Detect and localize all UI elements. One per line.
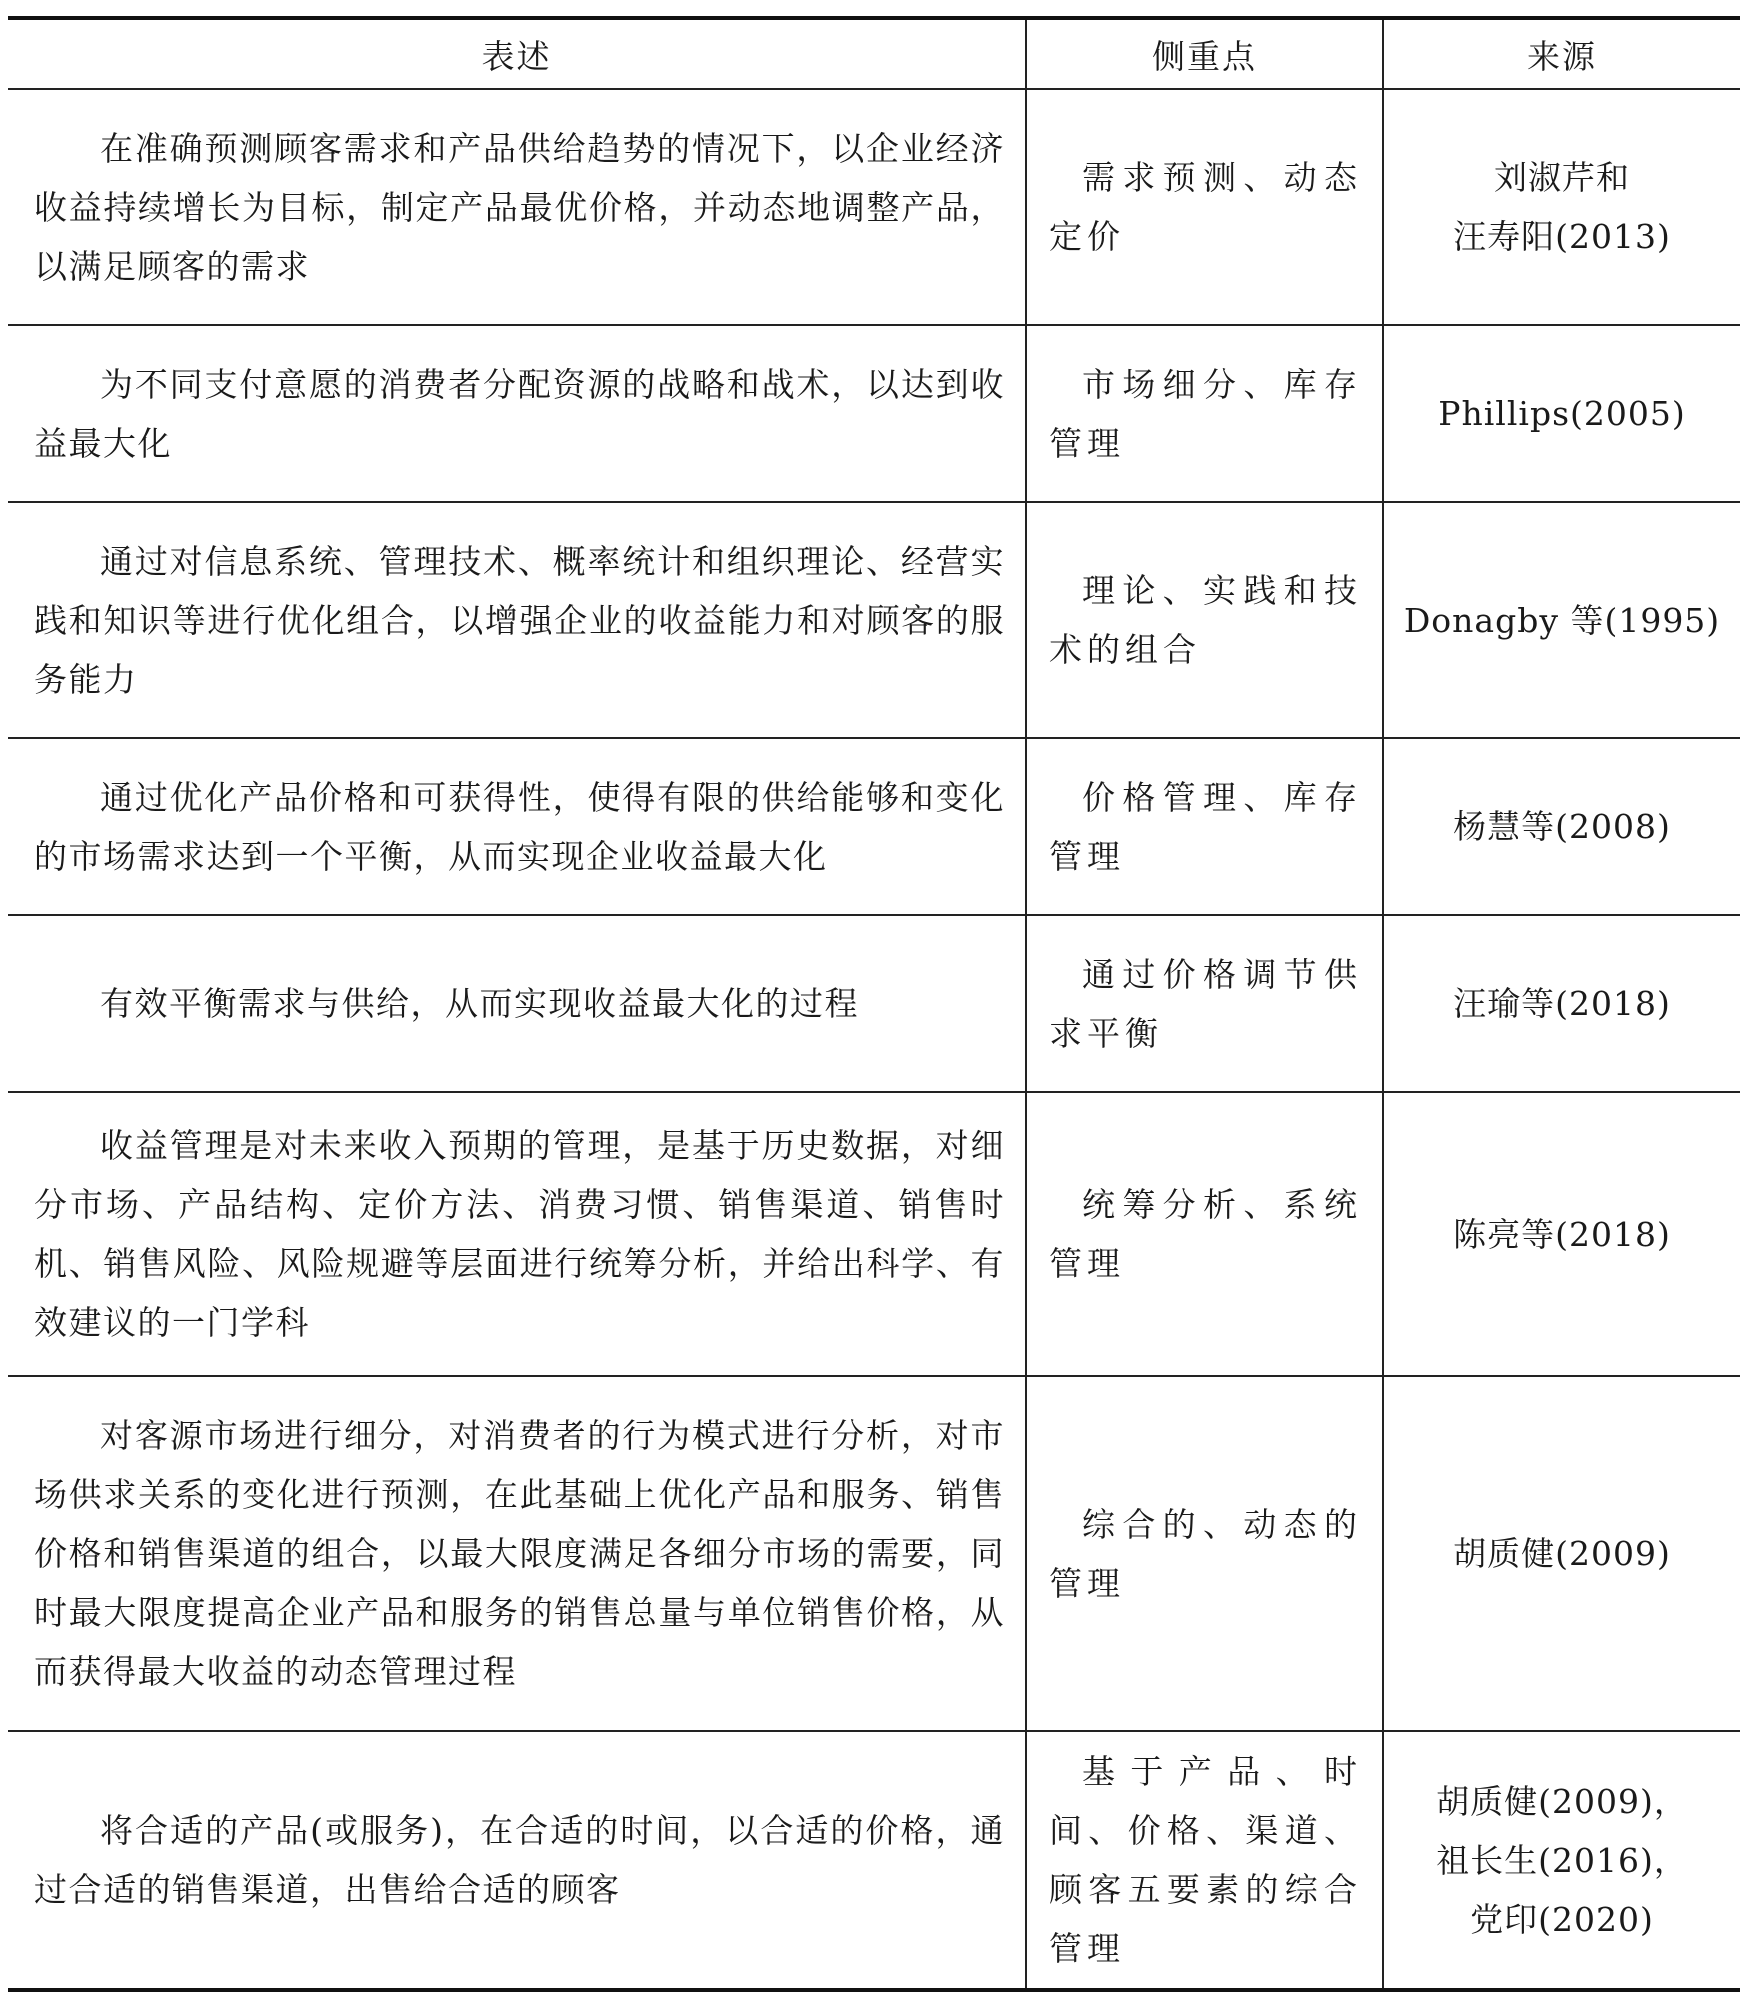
row-description: 有效平衡需求与供给，从而实现收益最大化的过程 <box>8 915 1026 1092</box>
table-row <box>8 915 1740 1092</box>
table-row <box>8 738 1740 915</box>
source-line: Phillips(2005) <box>1438 394 1686 433</box>
row-description: 通过对信息系统、管理技术、概率统计和组织理论、经营实践和知识等进行优化组合，以增强企业的收益能力和对顾客的服务能力 <box>8 502 1026 738</box>
table-row <box>8 502 1740 738</box>
table-row <box>8 1092 1740 1376</box>
header-source: 来源 <box>1383 18 1740 89</box>
header-description: 表述 <box>8 18 1026 89</box>
table-row <box>8 89 1740 325</box>
row-focus: 理论、实践和技术的组合 <box>1026 502 1383 738</box>
row-source <box>1383 1376 1740 1731</box>
source-line: 杨慧等(2008) <box>1453 807 1671 846</box>
row-focus: 需求预测、动态定价 <box>1026 89 1383 325</box>
header-focus: 侧重点 <box>1026 18 1383 89</box>
source-line: 陈亮等(2018) <box>1453 1214 1671 1254</box>
row-description: 将合适的产品(或服务)，在合适的时间，以合适的价格，通过合适的销售渠道，出售给合适的顾客 <box>8 1731 1026 1990</box>
row-focus: 通过价格调节供求平衡 <box>1026 915 1383 1092</box>
row-description: 在准确预测顾客需求和产品供给趋势的情况下，以企业经济收益持续增长为目标，制定产品最优价格，并动态地调整产品，以满足顾客的需求 <box>8 89 1026 325</box>
source-line: Donagby 等(1995) <box>1403 600 1721 640</box>
table-row <box>8 325 1740 502</box>
row-focus: 基于产品、时间、价格、渠道、顾客五要素的综合管理 <box>1026 1731 1383 1990</box>
row-source <box>1383 502 1740 738</box>
row-source <box>1383 738 1740 915</box>
source-line: 胡质健(2009) <box>1453 1534 1671 1573</box>
source-line: 刘淑芹和 <box>1494 158 1630 197</box>
revenue-management-definitions-table <box>8 16 1740 1992</box>
source-line: 汪寿阳(2013) <box>1453 217 1671 256</box>
source-line: 党印(2020) <box>1470 1899 1654 1939</box>
row-description: 通过优化产品价格和可获得性，使得有限的供给能够和变化的市场需求达到一个平衡，从而实现企业收益最大化 <box>8 738 1026 915</box>
row-focus: 统筹分析、系统管理 <box>1026 1092 1383 1376</box>
row-source <box>1383 325 1740 502</box>
table-row <box>8 1731 1740 1990</box>
row-description: 为不同支付意愿的消费者分配资源的战略和战术，以达到收益最大化 <box>8 325 1026 502</box>
definition-table-container <box>8 16 1740 1992</box>
row-focus: 价格管理、库存管理 <box>1026 738 1383 915</box>
row-source <box>1383 915 1740 1092</box>
source-line: 祖长生(2016)， <box>1436 1840 1688 1880</box>
table-row <box>8 1376 1740 1731</box>
row-source <box>1383 1731 1740 1990</box>
row-focus: 市场细分、库存管理 <box>1026 325 1383 502</box>
row-description: 对客源市场进行细分，对消费者的行为模式进行分析，对市场供求关系的变化进行预测，在此基础上优化产品和服务、销售价格和销售渠道的组合，以最大限度满足各细分市场的需要，同时最大限度提高企业产品和服务的销售总量与单位销售价格，从而获得最大收益的动态管理过程 <box>8 1376 1026 1731</box>
source-line: 胡质健(2009)， <box>1436 1781 1688 1821</box>
row-source <box>1383 1092 1740 1376</box>
source-line: 汪瑜等(2018) <box>1453 984 1671 1023</box>
row-description: 收益管理是对未来收入预期的管理，是基于历史数据，对细分市场、产品结构、定价方法、消费习惯、销售渠道、销售时机、销售风险、风险规避等层面进行统筹分析，并给出科学、有效建议的一门学科 <box>8 1092 1026 1376</box>
table-header-row <box>8 18 1740 89</box>
row-focus: 综合的、动态的管理 <box>1026 1376 1383 1731</box>
row-source <box>1383 89 1740 325</box>
